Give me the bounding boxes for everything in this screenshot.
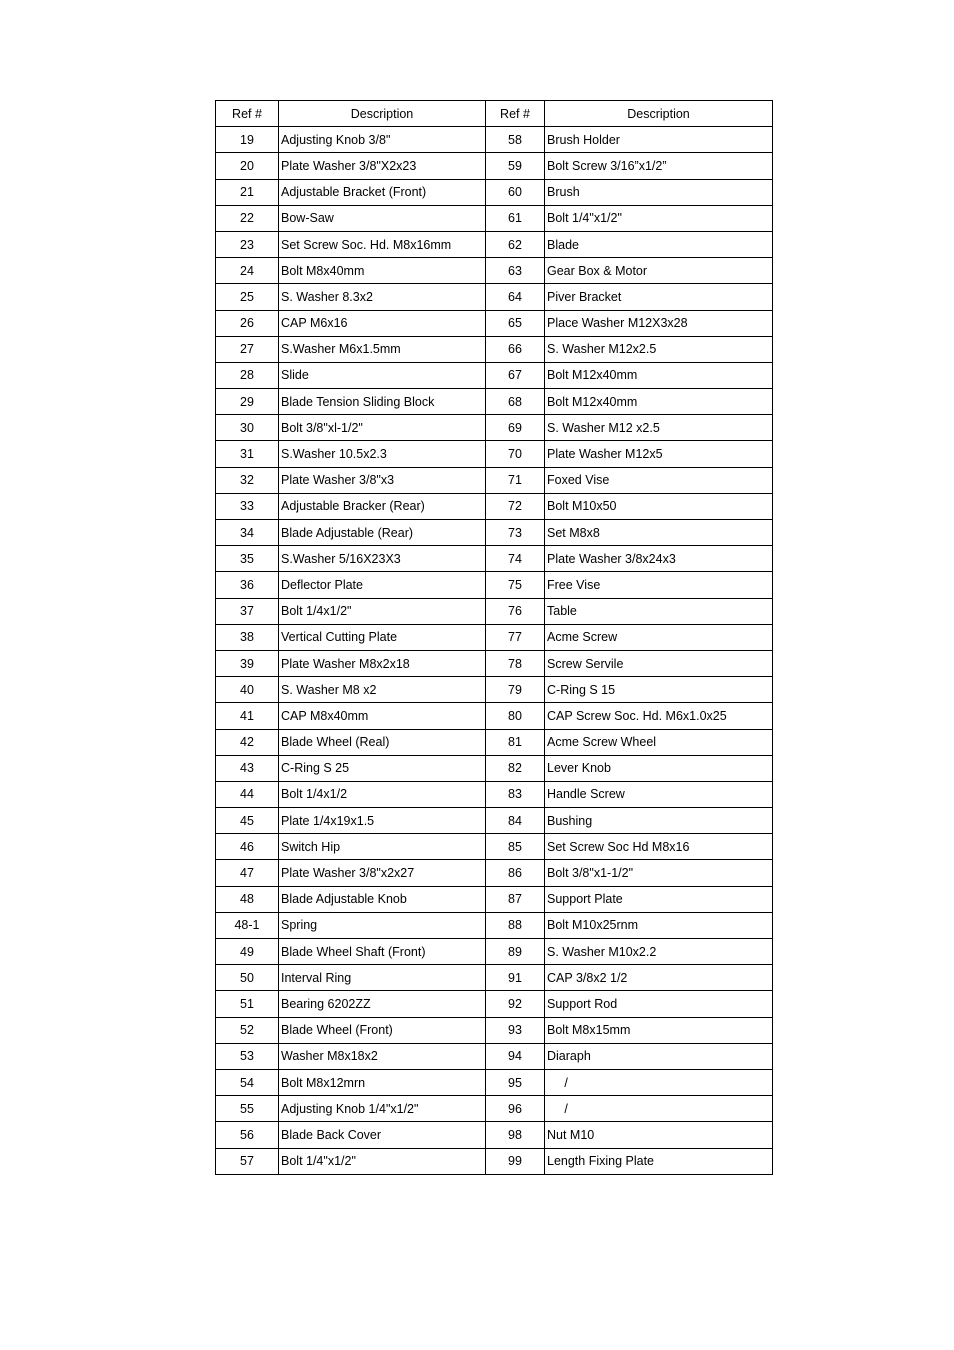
part-description-right: Brush: [545, 179, 773, 205]
part-description-left: Washer M8x18x2: [279, 1043, 486, 1069]
table-row: [216, 834, 773, 860]
part-description-right: Lever Knob: [545, 755, 773, 781]
part-description-right: /: [545, 1096, 773, 1122]
description-header-left: Description: [279, 101, 486, 127]
table-row: [216, 127, 773, 153]
ref-number-left: 49: [216, 939, 279, 965]
ref-number-left: 41: [216, 703, 279, 729]
ref-number-left: 21: [216, 179, 279, 205]
table-row: [216, 1122, 773, 1148]
part-description-left: S. Washer M8 x2: [279, 677, 486, 703]
ref-number-left: 19: [216, 127, 279, 153]
ref-number-left: 24: [216, 258, 279, 284]
ref-number-right: 83: [486, 781, 545, 807]
ref-number-right: 82: [486, 755, 545, 781]
ref-number-right: 87: [486, 886, 545, 912]
ref-number-right: 63: [486, 258, 545, 284]
ref-number-right: 79: [486, 677, 545, 703]
ref-header-right: Ref #: [486, 101, 545, 127]
ref-number-right: 68: [486, 389, 545, 415]
part-description-left: Adjusting Knob 3/8": [279, 127, 486, 153]
part-description-left: Deflector Plate: [279, 572, 486, 598]
part-description-left: Blade Wheel (Front): [279, 1017, 486, 1043]
part-description-right: CAP Screw Soc. Hd. M6x1.0x25: [545, 703, 773, 729]
part-description-left: Adjusting Knob 1/4"x1/2": [279, 1096, 486, 1122]
table-row: [216, 1148, 773, 1174]
part-description-left: Spring: [279, 912, 486, 938]
ref-number-left: 22: [216, 205, 279, 231]
part-description-left: Interval Ring: [279, 965, 486, 991]
part-description-left: Plate 1/4x19x1.5: [279, 808, 486, 834]
ref-number-left: 28: [216, 362, 279, 388]
ref-number-right: 86: [486, 860, 545, 886]
table-row: [216, 467, 773, 493]
part-description-left: Switch Hip: [279, 834, 486, 860]
part-description-left: CAP M8x40mm: [279, 703, 486, 729]
part-description-left: Bolt 3/8"xl-1/2": [279, 415, 486, 441]
part-description-right: Diaraph: [545, 1043, 773, 1069]
parts-table-body: [216, 127, 773, 1175]
ref-number-right: 61: [486, 205, 545, 231]
part-description-left: S.Washer 5/16X23X3: [279, 546, 486, 572]
ref-number-left: 27: [216, 336, 279, 362]
table-row: [216, 336, 773, 362]
ref-number-left: 42: [216, 729, 279, 755]
part-description-right: Table: [545, 598, 773, 624]
part-description-right: Piver Bracket: [545, 284, 773, 310]
ref-number-left: 31: [216, 441, 279, 467]
part-description-right: Gear Box & Motor: [545, 258, 773, 284]
ref-number-right: 66: [486, 336, 545, 362]
ref-number-left: 54: [216, 1069, 279, 1095]
ref-number-right: 60: [486, 179, 545, 205]
ref-number-left: 56: [216, 1122, 279, 1148]
part-description-right: Bolt M10x50: [545, 493, 773, 519]
table-row: [216, 284, 773, 310]
part-description-left: Bearing 6202ZZ: [279, 991, 486, 1017]
ref-number-left: 35: [216, 546, 279, 572]
table-row: [216, 939, 773, 965]
ref-number-right: 95: [486, 1069, 545, 1095]
part-description-right: Screw Servile: [545, 650, 773, 676]
ref-number-left: 55: [216, 1096, 279, 1122]
table-row: [216, 650, 773, 676]
ref-number-left: 20: [216, 153, 279, 179]
ref-number-left: 33: [216, 493, 279, 519]
table-row: [216, 886, 773, 912]
ref-number-right: 75: [486, 572, 545, 598]
ref-number-left: 37: [216, 598, 279, 624]
ref-number-right: 88: [486, 912, 545, 938]
table-row: [216, 677, 773, 703]
part-description-left: Bolt 1/4x1/2": [279, 598, 486, 624]
table-row: [216, 860, 773, 886]
table-row: [216, 912, 773, 938]
part-description-left: Blade Adjustable Knob: [279, 886, 486, 912]
ref-number-right: 62: [486, 231, 545, 257]
ref-number-left: 48-1: [216, 912, 279, 938]
part-description-right: Bolt M10x25rnm: [545, 912, 773, 938]
part-description-right: /: [545, 1069, 773, 1095]
part-description-right: Brush Holder: [545, 127, 773, 153]
part-description-left: Adjustable Bracker (Rear): [279, 493, 486, 519]
table-row: [216, 991, 773, 1017]
description-header-right: Description: [545, 101, 773, 127]
table-row: [216, 624, 773, 650]
ref-number-right: 64: [486, 284, 545, 310]
ref-number-right: 73: [486, 520, 545, 546]
part-description-left: Blade Adjustable (Rear): [279, 520, 486, 546]
table-row: [216, 389, 773, 415]
table-row: [216, 755, 773, 781]
part-description-right: Free Vise: [545, 572, 773, 598]
ref-number-right: 58: [486, 127, 545, 153]
part-description-left: Bolt 1/4x1/2: [279, 781, 486, 807]
ref-number-right: 81: [486, 729, 545, 755]
part-description-right: Nut M10: [545, 1122, 773, 1148]
table-row: [216, 572, 773, 598]
ref-number-right: 59: [486, 153, 545, 179]
part-description-right: Bolt 3/8"x1-1/2": [545, 860, 773, 886]
table-row: [216, 179, 773, 205]
part-description-left: S. Washer 8.3x2: [279, 284, 486, 310]
part-description-left: Bolt 1/4"x1/2": [279, 1148, 486, 1174]
part-description-right: Blade: [545, 231, 773, 257]
ref-number-right: 76: [486, 598, 545, 624]
table-row: [216, 1096, 773, 1122]
ref-number-left: 43: [216, 755, 279, 781]
ref-number-left: 48: [216, 886, 279, 912]
ref-number-right: 96: [486, 1096, 545, 1122]
ref-number-left: 40: [216, 677, 279, 703]
table-row: [216, 310, 773, 336]
ref-number-right: 74: [486, 546, 545, 572]
table-row: [216, 493, 773, 519]
ref-number-left: 53: [216, 1043, 279, 1069]
part-description-left: Plate Washer 3/8"x2x27: [279, 860, 486, 886]
ref-number-right: 84: [486, 808, 545, 834]
ref-number-left: 47: [216, 860, 279, 886]
ref-number-left: 57: [216, 1148, 279, 1174]
part-description-left: Blade Tension Sliding Block: [279, 389, 486, 415]
part-description-left: S.Washer M6x1.5mm: [279, 336, 486, 362]
ref-number-right: 98: [486, 1122, 545, 1148]
ref-number-right: 85: [486, 834, 545, 860]
part-description-left: Bolt M8x40mm: [279, 258, 486, 284]
table-row: [216, 415, 773, 441]
part-description-right: CAP 3/8x2 1/2: [545, 965, 773, 991]
part-description-right: Plate Washer M12x5: [545, 441, 773, 467]
ref-number-left: 46: [216, 834, 279, 860]
ref-number-right: 67: [486, 362, 545, 388]
ref-number-right: 89: [486, 939, 545, 965]
table-row: [216, 1069, 773, 1095]
table-row: [216, 598, 773, 624]
part-description-right: Acme Screw Wheel: [545, 729, 773, 755]
table-row: [216, 546, 773, 572]
part-description-right: Plate Washer 3/8x24x3: [545, 546, 773, 572]
ref-number-left: 34: [216, 520, 279, 546]
table-row: [216, 231, 773, 257]
table-row: [216, 965, 773, 991]
part-description-right: Foxed Vise: [545, 467, 773, 493]
part-description-left: S.Washer 10.5x2.3: [279, 441, 486, 467]
part-description-left: Vertical Cutting Plate: [279, 624, 486, 650]
part-description-right: Place Washer M12X3x28: [545, 310, 773, 336]
ref-number-left: 44: [216, 781, 279, 807]
table-row: [216, 729, 773, 755]
part-description-left: Set Screw Soc. Hd. M8x16mm: [279, 231, 486, 257]
ref-number-right: 94: [486, 1043, 545, 1069]
part-description-right: Support Plate: [545, 886, 773, 912]
ref-number-right: 80: [486, 703, 545, 729]
table-row: [216, 362, 773, 388]
ref-number-right: 93: [486, 1017, 545, 1043]
table-row: [216, 258, 773, 284]
part-description-left: Plate Washer 3/8"X2x23: [279, 153, 486, 179]
ref-number-left: 39: [216, 650, 279, 676]
ref-number-left: 23: [216, 231, 279, 257]
part-description-right: Support Rod: [545, 991, 773, 1017]
part-description-right: S. Washer M12 x2.5: [545, 415, 773, 441]
ref-number-right: 72: [486, 493, 545, 519]
ref-number-left: 25: [216, 284, 279, 310]
part-description-right: Bolt Screw 3/16”x1/2”: [545, 153, 773, 179]
table-row: [216, 1017, 773, 1043]
part-description-right: Handle Screw: [545, 781, 773, 807]
ref-number-right: 91: [486, 965, 545, 991]
table-row: [216, 808, 773, 834]
part-description-right: Bolt M12x40mm: [545, 362, 773, 388]
table-row: [216, 781, 773, 807]
part-description-left: Slide: [279, 362, 486, 388]
ref-number-right: 65: [486, 310, 545, 336]
ref-number-left: 50: [216, 965, 279, 991]
ref-number-left: 45: [216, 808, 279, 834]
part-description-left: Plate Washer 3/8"x3: [279, 467, 486, 493]
table-row: [216, 441, 773, 467]
parts-table: [215, 100, 773, 1175]
part-description-left: Plate Washer M8x2x18: [279, 650, 486, 676]
ref-number-right: 78: [486, 650, 545, 676]
ref-number-left: 29: [216, 389, 279, 415]
ref-number-right: 70: [486, 441, 545, 467]
ref-number-left: 36: [216, 572, 279, 598]
ref-number-left: 32: [216, 467, 279, 493]
ref-number-right: 99: [486, 1148, 545, 1174]
table-row: [216, 520, 773, 546]
ref-number-right: 77: [486, 624, 545, 650]
part-description-right: Set Screw Soc Hd M8x16: [545, 834, 773, 860]
part-description-left: CAP M6x16: [279, 310, 486, 336]
ref-number-left: 51: [216, 991, 279, 1017]
part-description-right: Bushing: [545, 808, 773, 834]
part-description-right: C-Ring S 15: [545, 677, 773, 703]
part-description-right: Length Fixing Plate: [545, 1148, 773, 1174]
table-header-row: [216, 101, 773, 127]
part-description-left: Bow-Saw: [279, 205, 486, 231]
part-description-left: Bolt M8x12mrn: [279, 1069, 486, 1095]
part-description-right: Bolt 1/4"x1/2": [545, 205, 773, 231]
part-description-left: Blade Wheel Shaft (Front): [279, 939, 486, 965]
ref-number-left: 26: [216, 310, 279, 336]
ref-number-left: 52: [216, 1017, 279, 1043]
table-row: [216, 205, 773, 231]
ref-header-left: Ref #: [216, 101, 279, 127]
part-description-left: Blade Wheel (Real): [279, 729, 486, 755]
table-row: [216, 1043, 773, 1069]
ref-number-right: 69: [486, 415, 545, 441]
ref-number-left: 30: [216, 415, 279, 441]
ref-number-left: 38: [216, 624, 279, 650]
part-description-right: Bolt M12x40mm: [545, 389, 773, 415]
part-description-right: S. Washer M12x2.5: [545, 336, 773, 362]
part-description-right: S. Washer M10x2.2: [545, 939, 773, 965]
part-description-left: Adjustable Bracket (Front): [279, 179, 486, 205]
part-description-right: Acme Screw: [545, 624, 773, 650]
part-description-left: Blade Back Cover: [279, 1122, 486, 1148]
table-row: [216, 153, 773, 179]
part-description-right: Bolt M8x15mm: [545, 1017, 773, 1043]
ref-number-right: 71: [486, 467, 545, 493]
part-description-right: Set M8x8: [545, 520, 773, 546]
part-description-left: C-Ring S 25: [279, 755, 486, 781]
table-row: [216, 703, 773, 729]
ref-number-right: 92: [486, 991, 545, 1017]
